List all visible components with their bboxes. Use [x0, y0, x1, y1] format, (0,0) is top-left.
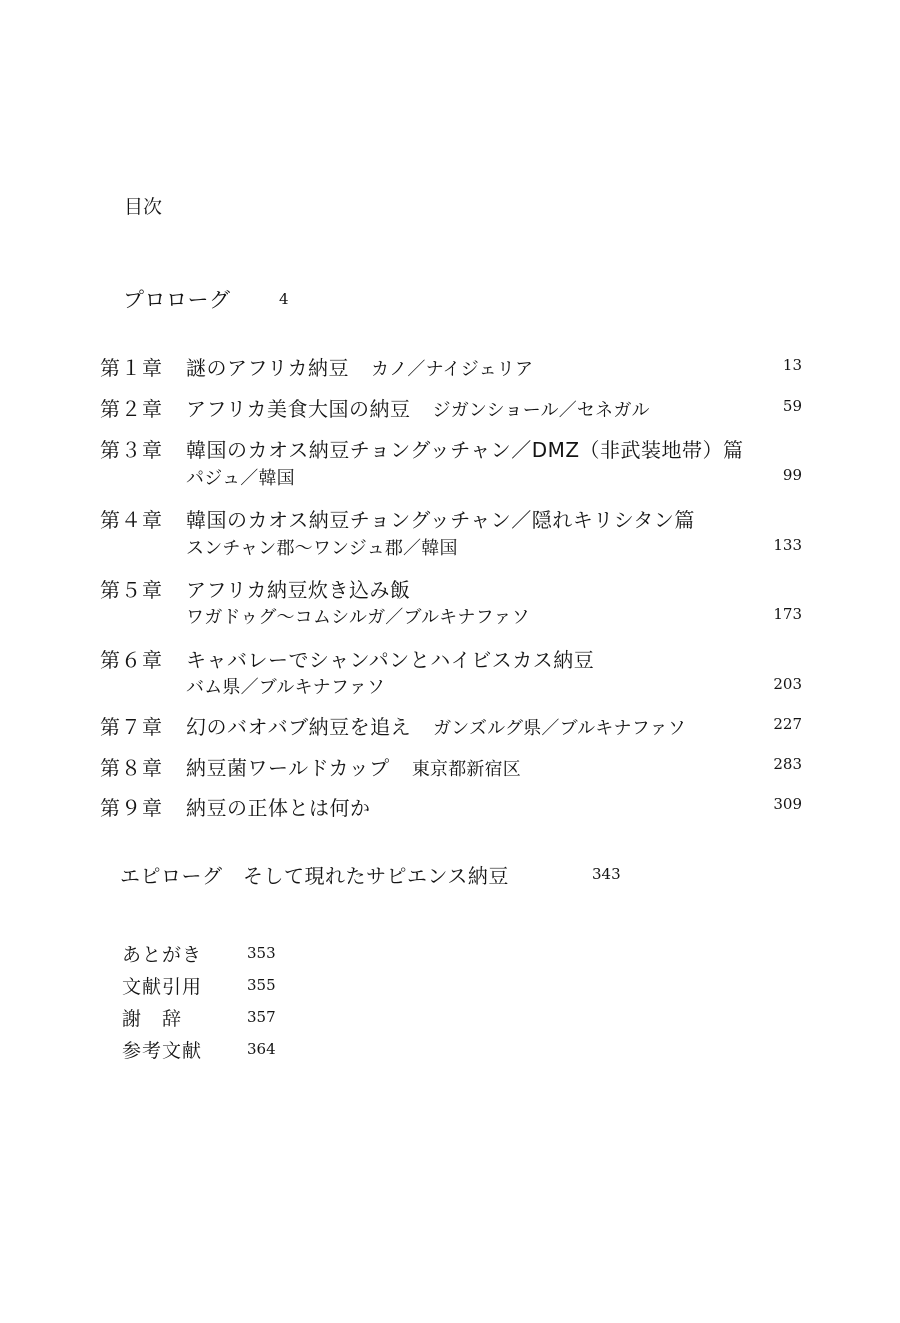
- chapter-title[interactable]: [186, 393, 650, 422]
- chapter-label: 第５章: [100, 578, 163, 602]
- chapter-title[interactable]: [186, 352, 533, 381]
- epilogue-label[interactable]: エピローグ そして現れたサピエンス納豆: [120, 864, 509, 888]
- back-matter-label[interactable]: 文献引用: [122, 976, 203, 998]
- toc-title: 目次: [124, 196, 163, 218]
- back-matter-page: 353: [247, 944, 276, 962]
- chapter-title[interactable]: キャバレーでシャンパンとハイビスカス納豆: [186, 648, 595, 672]
- prologue-label[interactable]: プロローグ: [123, 288, 231, 312]
- chapter-title[interactable]: [186, 711, 686, 740]
- chapter-location: スンチャン郡～ワンジュ郡／韓国: [186, 538, 458, 559]
- chapter-location: 東京都新宿区: [411, 759, 522, 780]
- back-matter-page: 364: [247, 1040, 276, 1058]
- chapter-page: 59: [782, 397, 802, 415]
- chapter-label: 第１章: [100, 356, 163, 380]
- chapter-title[interactable]: 韓国のカオス納豆チョングッチャン／DMZ（非武装地帯）篇: [186, 438, 744, 462]
- chapter-location: カノ／ナイジェリア: [371, 359, 534, 380]
- chapter-label: 第３章: [100, 438, 163, 462]
- epilogue-page: 343: [592, 865, 621, 883]
- chapter-title-text: 幻のバオバブ納豆を追え: [186, 715, 412, 739]
- chapter-title[interactable]: 韓国のカオス納豆チョングッチャン／隠れキリシタン篇: [186, 508, 695, 532]
- chapter-label: 第４章: [100, 508, 163, 532]
- chapter-page: 227: [773, 715, 802, 733]
- chapter-page: 99: [782, 466, 802, 484]
- chapter-title[interactable]: 納豆の正体とは何か: [186, 796, 371, 820]
- chapter-location: ジガンショール／セネガル: [432, 400, 650, 421]
- chapter-title-text: アフリカ美食大国の納豆: [186, 397, 411, 421]
- chapter-title[interactable]: [186, 752, 521, 781]
- back-matter-label[interactable]: 謝 辞: [122, 1008, 183, 1030]
- chapter-title-text: 納豆菌ワールドカップ: [186, 756, 390, 780]
- prologue-page: 4: [279, 290, 289, 308]
- chapter-title-text: 謎のアフリカ納豆: [186, 356, 349, 380]
- chapter-label: 第８章: [100, 756, 163, 780]
- back-matter-page: 357: [247, 1008, 276, 1026]
- back-matter-page: 355: [247, 976, 276, 994]
- chapter-page: 13: [782, 356, 802, 374]
- chapter-location: ガンズルグ県／ブルキナファソ: [433, 718, 686, 739]
- chapter-page: 203: [773, 675, 802, 693]
- chapter-label: 第７章: [100, 715, 163, 739]
- chapter-title[interactable]: アフリカ納豆炊き込み飯: [186, 578, 411, 602]
- chapter-page: 309: [773, 795, 802, 813]
- back-matter-label[interactable]: 参考文献: [122, 1040, 203, 1062]
- chapter-location: バム県／ブルキナファソ: [186, 677, 386, 698]
- chapter-location: ワガドゥグ～コムシルガ／ブルキナファソ: [186, 607, 530, 628]
- chapter-label: 第２章: [100, 397, 163, 421]
- back-matter-label[interactable]: あとがき: [122, 944, 203, 966]
- chapter-label: 第６章: [100, 648, 163, 672]
- chapter-label: 第９章: [100, 796, 163, 820]
- chapter-page: 283: [773, 755, 802, 773]
- chapter-page: 133: [773, 536, 802, 554]
- chapter-page: 173: [773, 605, 802, 623]
- chapter-location: パジュ／韓国: [186, 468, 295, 489]
